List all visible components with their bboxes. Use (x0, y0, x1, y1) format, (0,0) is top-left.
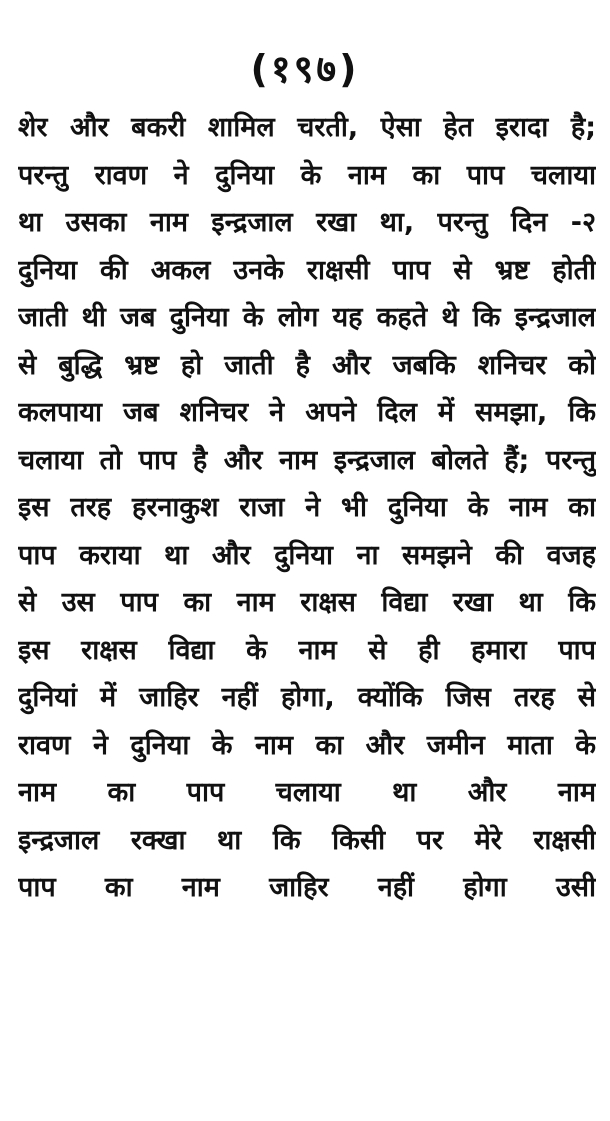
text-line: रावण ने दुनिया के नाम का और जमीन माता के (18, 729, 596, 761)
text-line: नाम का पाप चलाया था और नाम (18, 777, 596, 808)
text-line: से उस पाप का नाम राक्षस विद्या रखा था कि (18, 587, 596, 618)
text-line: था उसका नाम इन्द्रजाल रखा था, परन्तु दिन -२ (18, 207, 596, 238)
text-line: जाती थी जब दुनिया के लोग यह कहते थे कि इन्द्रजाल (18, 302, 596, 333)
text-line: कलपाया जब शनिचर ने अपने दिल में समझा, कि (18, 397, 596, 428)
text-line: शेर और बकरी शामिल चरती, ऐसा हेत इरादा है; (18, 112, 596, 143)
page-number: (१९७) (250, 47, 360, 91)
text-line: दुनिया की अकल उनके राक्षसी पाप से भ्रष्ट होती (18, 254, 596, 286)
text-line: परन्तु रावण ने दुनिया के नाम का पाप चलाया (18, 159, 596, 191)
text-line: पाप कराया था और दुनिया ना समझने की वजह (18, 539, 596, 571)
text-line: इस राक्षस विद्या के नाम से ही हमारा पाप (18, 634, 596, 666)
text-line: से बुद्धि भ्रष्ट हो जाती है और जबकि शनिचर को (18, 349, 596, 381)
text-line: इस तरह हरनाकुश राजा ने भी दुनिया के नाम का (18, 492, 596, 523)
text-line: दुनियां में जाहिर नहीं होगा, क्योंकि जिस तरह से (18, 682, 596, 713)
text-line: चलाया तो पाप है और नाम इन्द्रजाल बोलते हैं; परन्तु (18, 444, 596, 476)
body-text (18, 104, 596, 912)
text-line: पाप का नाम जाहिर नहीं होगा उसी (18, 872, 596, 903)
text-line: इन्द्रजाल रक्खा था कि किसी पर मेरे राक्षसी (18, 824, 596, 856)
